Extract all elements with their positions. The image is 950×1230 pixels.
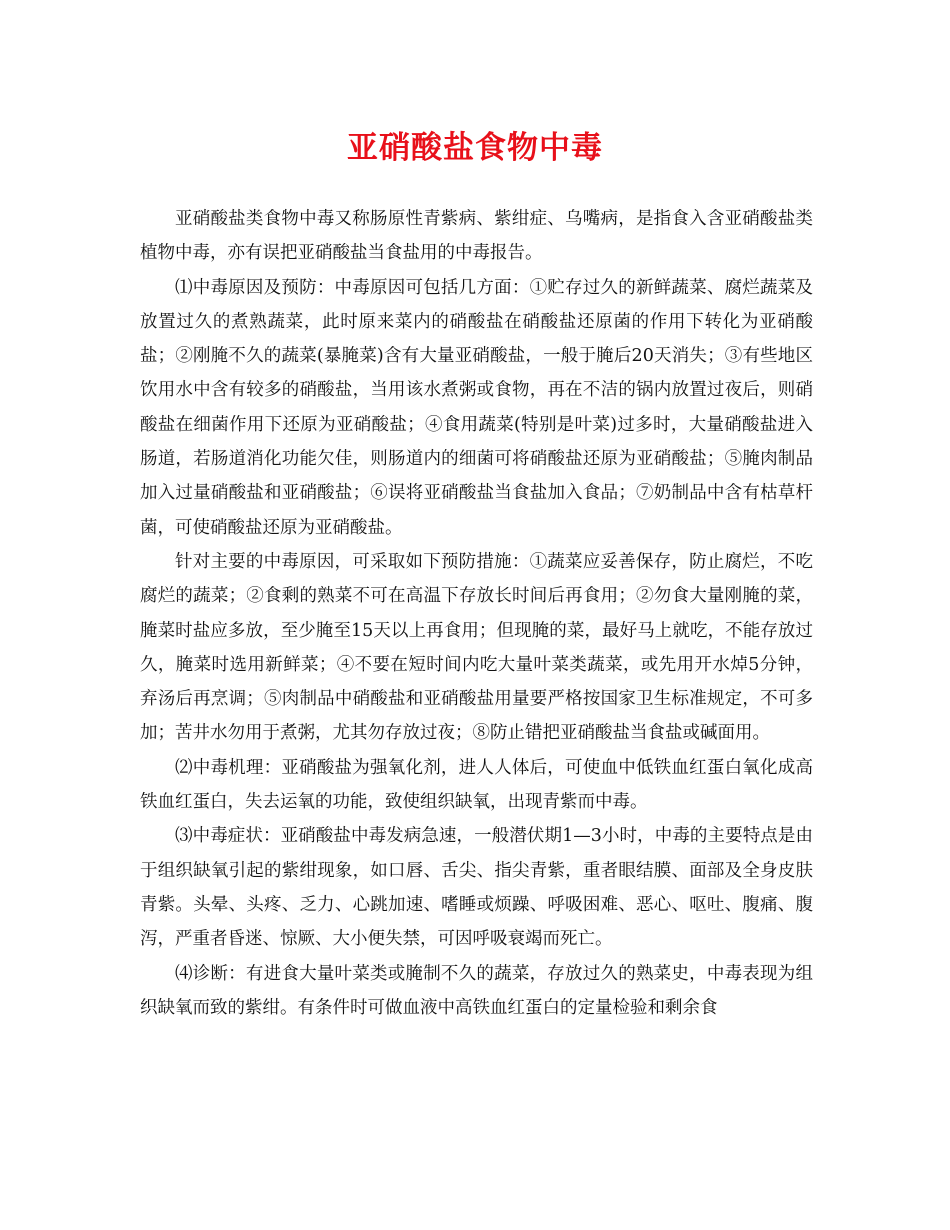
- paragraph-mechanism: ⑵中毒机理：亚硝酸盐为强氧化剂，进人人体后，可使血中低铁血红蛋白氧化成高铁血红蛋白，失去运氧的功能，致使组织缺氧，出现青紫而中毒。: [140, 757, 813, 813]
- paragraph-intro: 亚硝酸盐类食物中毒又称肠原性青紫病、紫绀症、乌嘴病，是指食入含亚硝酸盐类植物中毒，亦有误把亚硝酸盐当食盐用的中毒报告。: [140, 209, 813, 264]
- document-title: 亚硝酸盐食物中毒: [347, 130, 603, 166]
- paragraph-prevention: 针对主要的中毒原因，可采取如下预防措施：①蔬菜应妥善保存，防止腐烂，不吃腐烂的蔬菜；②食剩的熟菜不可在高温下存放长时间后再食用；②勿食大量刚腌的菜，腌菜时盐应多放，至少腌至15天以上再食用；但现腌的菜，最好马上就吃，不能存放过久，腌菜时选用新鲜菜；④不要在短时间内吃大量叶菜类蔬菜，或先用开水焯5分钟，弃汤后再烹调；⑤肉制品中硝酸盐和亚硝酸盐用量要严格按国家卫生标准规定，不可多加；苦井水勿用于煮粥，尤其勿存放过夜；⑧防止错把亚硝酸盐当食盐或碱面用。: [140, 551, 813, 744]
- paragraph-causes: ⑴中毒原因及预防：中毒原因可包括几方面：①贮存过久的新鲜蔬菜、腐烂蔬菜及放置过久的煮熟蔬菜，此时原来菜内的硝酸盐在硝酸盐还原菌的作用下转化为亚硝酸盐；②刚腌不久的蔬菜(暴腌菜)含有大量亚硝酸盐，一般于腌后20天消失；③有些地区饮用水中含有较多的硝酸盐，当用该水煮粥或食物，再在不洁的锅内放置过夜后，则硝酸盐在细菌作用下还原为亚硝酸盐；④食用蔬菜(特别是叶菜)过多时，大量硝酸盐进入肠道，若肠道消化功能欠佳，则肠道内的细菌可将硝酸盐还原为亚硝酸盐；⑤腌肉制品加入过量硝酸盐和亚硝酸盐；⑥误将亚硝酸盐当食盐加入食品；⑦奶制品中含有枯草杆菌，可使硝酸盐还原为亚硝酸盐。: [140, 277, 813, 538]
- paragraph-symptoms: ⑶中毒症状：亚硝酸盐中毒发病急速，一般潜伏期1—3小时，中毒的主要特点是由于组织缺氧引起的紫绀现象，如口唇、舌尖、指尖青紫，重者眼结膜、面部及全身皮肤青紫。头晕、头疼、乏力、心跳加速、嗜睡或烦躁、呼吸困难、恶心、呕吐、腹痛、腹泻，严重者昏迷、惊厥、大小便失禁，可因呼吸衰竭而死亡。: [140, 826, 813, 950]
- paragraph-diagnosis: ⑷诊断：有进食大量叶菜类或腌制不久的蔬菜，存放过久的熟菜史，中毒表现为组织缺氧而致的紫绀。有条件时可做血液中高铁血红蛋白的定量检验和剩余食: [140, 963, 813, 1018]
- document-body: [140, 202, 813, 1025]
